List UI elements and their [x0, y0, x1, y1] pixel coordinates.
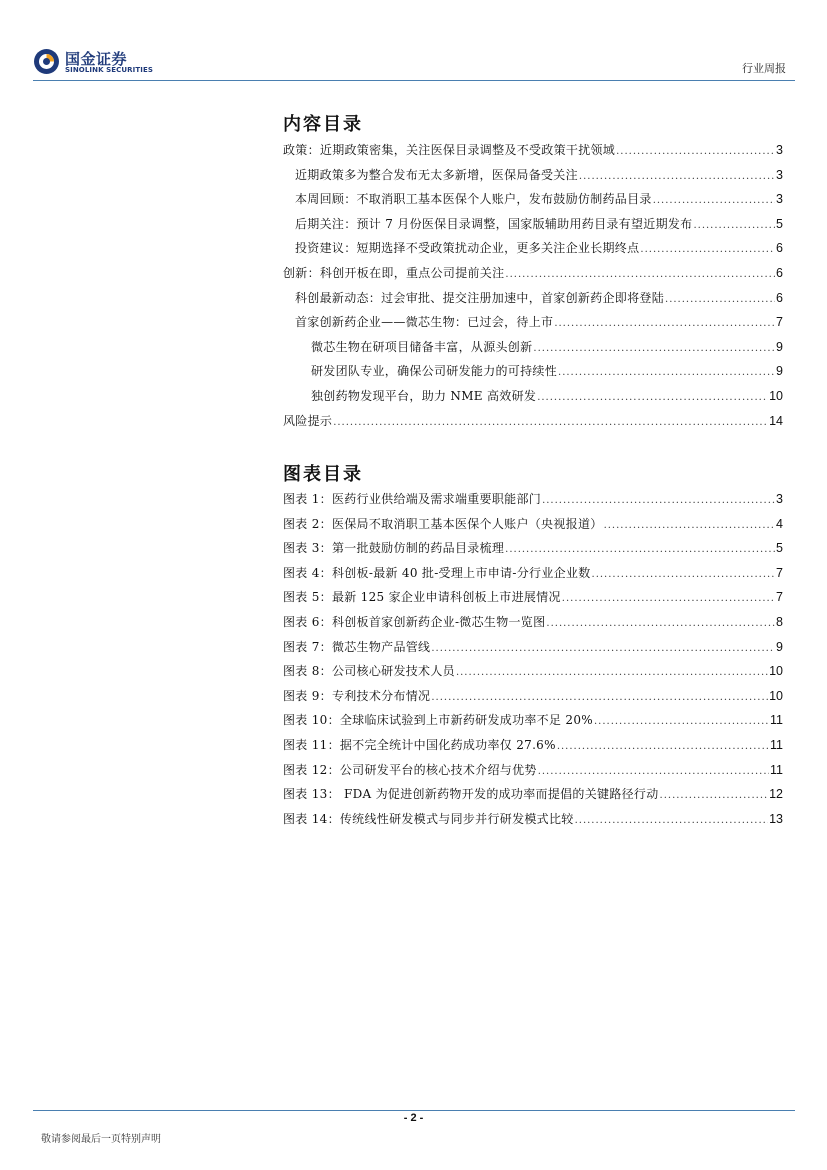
figure-entry-page: 8	[776, 614, 783, 629]
figure-entry-page: 7	[776, 590, 783, 605]
dot-leader	[505, 266, 775, 280]
dot-leader	[616, 143, 775, 157]
dot-leader	[537, 389, 768, 403]
figure-entry-page: 11	[770, 762, 783, 777]
toc-entry-page: 5	[776, 216, 783, 231]
toc-entry-text: 研发团队专业，确保公司研发能力的可持续性	[311, 364, 558, 379]
toc-entry[interactable]	[283, 215, 783, 240]
dot-leader	[538, 763, 769, 777]
figure-entry[interactable]	[283, 515, 783, 540]
sinolink-logo-icon	[33, 48, 60, 75]
figure-entry-text: 图表 12：公司研发平台的核心技术介绍与优势	[283, 762, 537, 777]
figure-entry-page: 11	[770, 713, 783, 728]
toc-entry-text: 首家创新药企业——微芯生物：已过会，待上市	[295, 315, 554, 330]
toc-entry[interactable]	[283, 387, 783, 412]
figure-entry-page: 9	[776, 639, 783, 654]
dot-leader	[693, 217, 775, 231]
figure-entry-text: 图表 4：科创板-最新 40 批-受理上市申请-分行业企业数	[283, 565, 591, 580]
figure-entry-page: 7	[776, 565, 783, 580]
figure-entry-text: 图表 7：微芯生物产品管线	[283, 639, 431, 654]
figure-entry-text: 图表 10：全球临床试验到上市新药研发成功率不足 20%	[283, 713, 593, 728]
toc-entry-text: 风险提示	[283, 413, 333, 428]
document-type-label: 行业周报	[742, 62, 786, 75]
dot-leader	[542, 492, 775, 506]
toc-entry-page: 10	[769, 388, 783, 403]
figure-entry-page: 10	[769, 688, 783, 703]
footer-divider	[33, 1110, 795, 1111]
dot-leader	[546, 615, 775, 629]
toc-entry[interactable]	[283, 141, 783, 166]
toc-entry-page: 6	[776, 241, 783, 256]
figures-list	[283, 490, 783, 834]
toc-entry-text: 政策：近期政策密集，关注医保目录调整及不受政策干扰领域	[283, 143, 616, 157]
figure-entry-page: 3	[776, 492, 783, 506]
figure-entry-text: 图表 3：第一批鼓励仿制的药品目录梳理	[283, 541, 505, 556]
toc-entry-page: 3	[776, 167, 783, 182]
toc-entry[interactable]	[283, 313, 783, 338]
toc-entry-page: 3	[776, 143, 783, 157]
figure-entry-page: 5	[776, 541, 783, 556]
figure-entry[interactable]	[283, 490, 783, 515]
figures-title: 图表目录	[283, 464, 363, 485]
dot-leader	[660, 787, 769, 801]
logo-english-name: SINOLINK SECURITIES	[65, 66, 153, 74]
dot-leader	[653, 192, 775, 206]
dot-leader	[665, 291, 775, 305]
dot-leader	[575, 812, 769, 826]
figure-entry[interactable]	[283, 564, 783, 589]
toc-entry-page: 9	[776, 339, 783, 354]
dot-leader	[333, 414, 768, 428]
contents-list	[283, 141, 783, 436]
toc-entry[interactable]	[283, 239, 783, 264]
toc-entry-text: 创新：科创开板在即，重点公司提前关注	[283, 265, 505, 280]
figure-entry[interactable]	[283, 785, 783, 810]
company-logo	[33, 48, 153, 78]
figure-entry-text: 图表 8：公司核心研发技术人员	[283, 664, 455, 679]
dot-leader	[592, 566, 776, 580]
figure-entry[interactable]	[283, 588, 783, 613]
page-number: - 2 -	[403, 1112, 424, 1124]
toc-entry-page: 6	[776, 265, 783, 280]
toc-entry-text: 微芯生物在研项目储备丰富，从源头创新	[311, 339, 533, 354]
page-header	[0, 0, 827, 82]
figure-entry-text: 图表 9：专利技术分布情况	[283, 688, 431, 703]
dot-leader	[557, 738, 769, 752]
figure-entry[interactable]	[283, 539, 783, 564]
toc-entry-text: 投资建议：短期选择不受政策扰动企业，更多关注企业长期终点	[295, 241, 640, 256]
toc-entry-page: 7	[776, 315, 783, 330]
dot-leader	[431, 689, 768, 703]
figure-entry[interactable]	[283, 810, 783, 835]
figure-entry-page: 13	[769, 811, 783, 826]
dot-leader	[594, 713, 769, 727]
toc-entry[interactable]	[283, 362, 783, 387]
toc-entry-page: 6	[776, 290, 783, 305]
dot-leader	[579, 168, 775, 182]
dot-leader	[456, 664, 768, 678]
toc-entry[interactable]	[283, 264, 783, 289]
figure-entry[interactable]	[283, 736, 783, 761]
figure-entry-text: 图表 5：最新 125 家企业申请科创板上市进展情况	[283, 590, 561, 605]
toc-entry[interactable]	[283, 166, 783, 191]
figure-entry[interactable]	[283, 613, 783, 638]
figure-entry-text: 图表 2：医保局不取消职工基本医保个人账户（央视报道）	[283, 516, 603, 531]
figure-entry-text: 图表 14：传统线性研发模式与同步并行研发模式比较	[283, 811, 574, 826]
toc-entry-page: 9	[776, 364, 783, 379]
toc-entry-text: 本周回顾：不取消职工基本医保个人账户，发布鼓励仿制药品目录	[295, 192, 652, 207]
toc-entry-page: 14	[769, 413, 783, 428]
toc-entry[interactable]	[283, 338, 783, 363]
toc-entry-text: 近期政策多为整合发布无太多新增，医保局备受关注	[295, 167, 578, 182]
toc-entry[interactable]	[283, 190, 783, 215]
disclaimer-note: 敬请参阅最后一页特别声明	[41, 1134, 161, 1145]
figure-entry-page: 10	[769, 664, 783, 679]
contents-title: 内容目录	[283, 114, 363, 135]
figure-entry[interactable]	[283, 638, 783, 663]
toc-entry-text: 科创最新动态：过会审批、提交注册加速中，首家创新药企即将登陆	[295, 290, 665, 305]
figure-entry[interactable]	[283, 662, 783, 687]
dot-leader	[554, 315, 775, 329]
figure-entry-text: 图表 6：科创板首家创新药企业-微芯生物一览图	[283, 614, 546, 629]
figure-entry-text: 图表 13： FDA 为促进创新药物开发的成功率而提倡的关键路径行动	[283, 787, 659, 802]
figure-entry[interactable]	[283, 761, 783, 786]
dot-leader	[431, 640, 775, 654]
toc-entry-page: 3	[776, 192, 783, 207]
dot-leader	[533, 340, 775, 354]
logo-chinese-name: 国金证券	[65, 50, 128, 68]
dot-leader	[505, 541, 775, 555]
figure-entry-page: 11	[770, 737, 783, 752]
toc-entry-text: 独创药物发现平台，助力 NME 高效研发	[311, 388, 537, 403]
header-divider	[33, 80, 795, 81]
toc-entry[interactable]	[283, 412, 783, 437]
figure-entry[interactable]	[283, 687, 783, 712]
dot-leader	[558, 364, 775, 378]
figure-entry-text: 图表 11：据不完全统计中国化药成功率仅 27.6%	[283, 737, 556, 752]
dot-leader	[562, 590, 775, 604]
dot-leader	[640, 241, 775, 255]
dot-leader	[604, 517, 775, 531]
toc-entry-text: 后期关注：预计 7 月份医保目录调整，国家版辅助用药目录有望近期发布	[295, 216, 693, 231]
toc-entry[interactable]	[283, 289, 783, 314]
figure-entry[interactable]	[283, 711, 783, 736]
figure-entry-page: 12	[769, 787, 783, 802]
figure-entry-text: 图表 1：医药行业供给端及需求端重要职能部门	[283, 492, 542, 506]
figure-entry-page: 4	[776, 516, 783, 531]
